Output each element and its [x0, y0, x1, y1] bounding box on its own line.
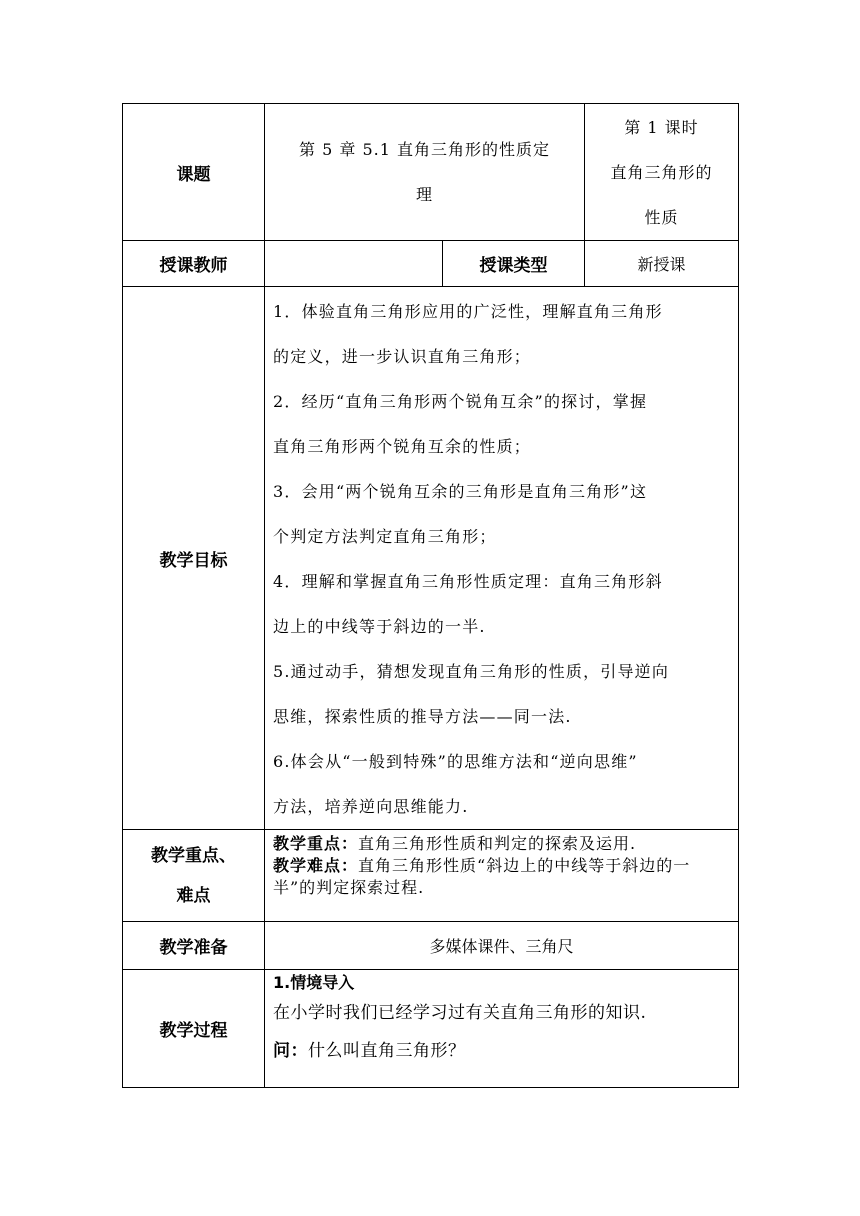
topic-value [265, 104, 585, 241]
period-line-1: 第 1 课时 [624, 117, 699, 137]
preparation-value: 多媒体课件、三角尺 [265, 922, 739, 970]
process-heading-text: 1.情境导入 [273, 973, 355, 992]
objective-line: 直角三角形两个锐角互余的性质； [273, 437, 532, 456]
process-content [265, 970, 739, 1088]
key-points-label-line-1: 教学重点、 [151, 845, 236, 866]
process-row [123, 970, 739, 1088]
difficulty-text: 直角三角形性质“斜边上的中线等于斜边的一半”的判定探索过程. [273, 856, 691, 897]
focus-label: 教学重点： [273, 834, 359, 853]
objective-line: 方法，培养逆向思维能力. [273, 797, 469, 816]
objectives-content [265, 287, 739, 830]
objective-line: 2．经历“直角三角形两个锐角互余”的探讨，掌握 [273, 392, 648, 411]
objective-line: 个判定方法判定直角三角形； [273, 527, 497, 546]
period-value [585, 104, 739, 241]
focus-line [273, 833, 730, 855]
objectives-row [123, 287, 739, 830]
preparation-label: 教学准备 [123, 922, 265, 970]
period-line-2: 直角三角形的 [610, 162, 713, 182]
key-points-content [265, 830, 739, 922]
objective-line: 1．体验直角三角形应用的广泛性，理解直角三角形 [273, 302, 663, 321]
focus-text: 直角三角形性质和判定的探索及运用. [358, 834, 637, 853]
question-text: 什么叫直角三角形？ [308, 1041, 466, 1061]
difficulty-label: 教学难点： [273, 856, 359, 875]
objective-line: 思维，探索性质的推导方法——同一法. [273, 707, 572, 726]
lesson-type-value: 新授课 [585, 241, 739, 287]
objective-line: 3．会用“两个锐角互余的三角形是直角三角形”这 [273, 482, 648, 501]
process-intro: 在小学时我们已经学习过有关直角三角形的知识. [273, 1003, 647, 1023]
topic-label: 课题 [123, 104, 265, 241]
objective-line: 的定义，进一步认识直角三角形； [273, 347, 532, 366]
topic-line-2: 理 [416, 185, 434, 204]
objective-line: 边上的中线等于斜边的一半. [273, 617, 486, 636]
objective-line: 4．理解和掌握直角三角形性质定理：直角三角形斜 [273, 572, 663, 591]
question-label: 问： [273, 1041, 308, 1061]
objective-line: 6.体会从“一般到特殊”的思维方法和“逆向思维” [273, 752, 638, 771]
teacher-value [265, 241, 443, 287]
process-heading [273, 972, 730, 994]
key-points-row [123, 830, 739, 922]
objectives-label: 教学目标 [123, 287, 265, 830]
lesson-plan-table [122, 103, 739, 1088]
process-question [273, 1032, 730, 1070]
lesson-type-label: 授课类型 [443, 241, 585, 287]
difficulty-line [273, 855, 730, 899]
period-line-3: 性质 [644, 207, 679, 227]
process-label: 教学过程 [123, 970, 265, 1088]
key-points-label [123, 830, 265, 922]
topic-row [123, 104, 739, 241]
teacher-row [123, 241, 739, 287]
topic-line-1: 第 5 章 5.1 直角三角形的性质定 [299, 140, 550, 159]
preparation-row [123, 922, 739, 970]
objective-line: 5.通过动手，猜想发现直角三角形的性质，引导逆向 [273, 662, 670, 681]
teacher-label: 授课教师 [123, 241, 265, 287]
key-points-label-line-2: 难点 [176, 885, 211, 906]
